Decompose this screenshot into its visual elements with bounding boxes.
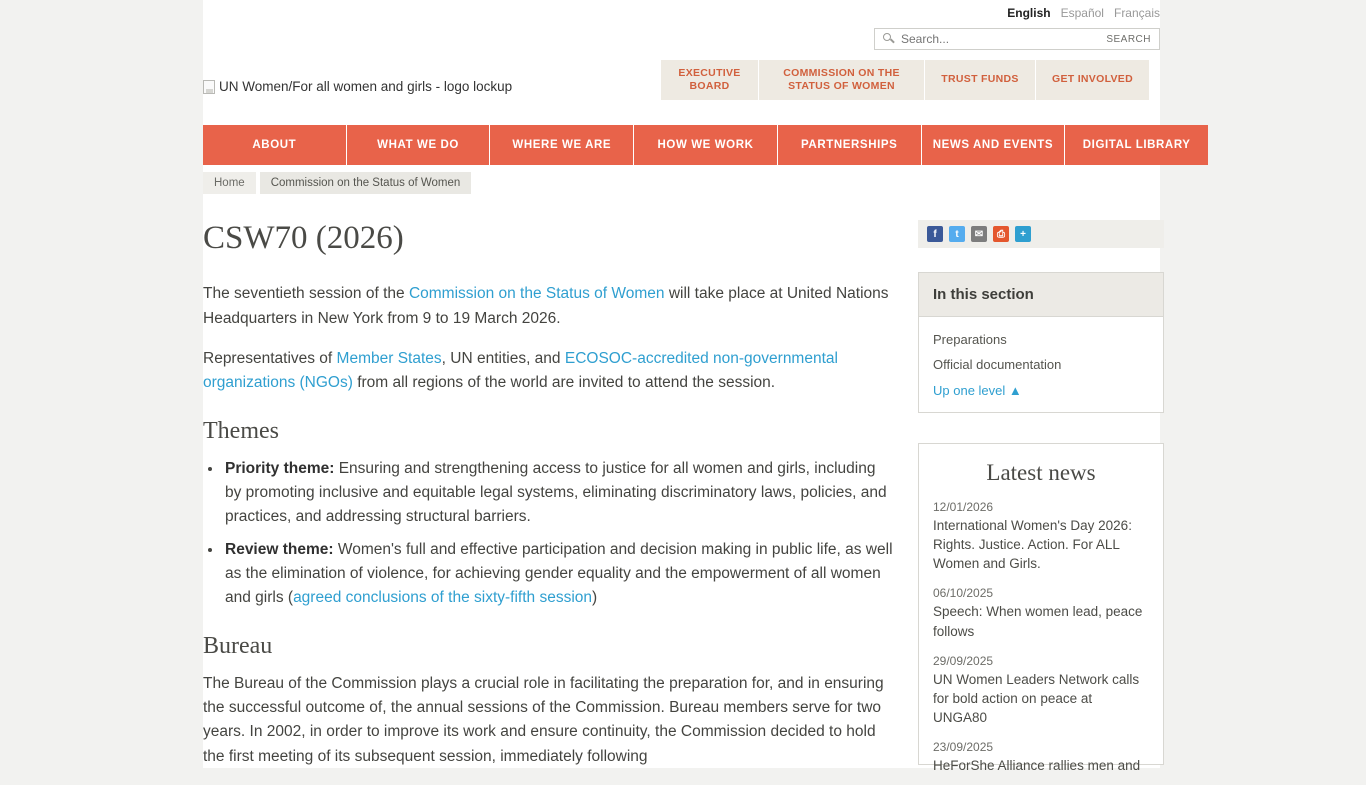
more-share-icon[interactable]: +: [1015, 226, 1031, 242]
in-this-section-heading: In this section: [919, 273, 1163, 317]
link-commission-status-women[interactable]: Commission on the Status of Women: [408, 285, 665, 303]
theme-priority: [223, 457, 893, 530]
news-headline[interactable]: UN Women Leaders Network calls for bold action on peace at UNGA80: [933, 671, 1140, 726]
main-content: [203, 220, 893, 785]
link-member-states[interactable]: Member States: [336, 349, 442, 367]
review-theme-text: Women's full and effective participation and decision making in public life, as well as the elimination of violence, for achieving gender equality and the empowerment of all women and girls (: [225, 540, 893, 607]
nav-item-partnerships[interactable]: PARTNERSHIPS: [778, 125, 922, 165]
intro-1-text-b: will take place at United Nations Headquarters in New York from 9 to 19 March 2026.: [203, 285, 889, 327]
news-date: 23/09/2025: [933, 740, 994, 755]
news-date: 12/01/2026: [933, 500, 994, 514]
section-item-preparations[interactable]: Preparations: [933, 332, 1007, 347]
themes-heading: Themes: [203, 417, 279, 444]
up-one-level-link[interactable]: Up one level ▲: [933, 383, 1022, 398]
left-gutter: [0, 0, 203, 768]
nav-item-about[interactable]: ABOUT: [203, 125, 347, 165]
intro-paragraph-1: [203, 282, 893, 331]
facebook-share-icon[interactable]: f: [927, 226, 943, 242]
email-share-icon[interactable]: ✉: [971, 226, 987, 242]
intro-2-text-a: Representatives of: [203, 349, 337, 367]
search-input[interactable]: [875, 29, 1098, 49]
intro-2-text-b: , UN entities, and: [441, 349, 565, 367]
news-date: 29/09/2025: [933, 653, 994, 668]
link-ecosoc-ngos[interactable]: ECOSOC-accredited non-governmental organizations (NGOs): [203, 349, 838, 392]
link-agreed-conclusions[interactable]: agreed conclusions of the sixty-fifth session: [293, 589, 593, 607]
language-francais[interactable]: Français: [1113, 6, 1160, 20]
intro-paragraph-2: [203, 347, 893, 396]
print-share-icon[interactable]: ⎙: [993, 226, 1009, 242]
breadcrumb-current[interactable]: Commission on the Status of Women: [260, 172, 472, 194]
utility-nav-csw[interactable]: COMMISSION ON THE STATUS OF WOMEN: [759, 60, 925, 100]
theme-review: [223, 538, 893, 611]
intro-2-text-c: from all regions of the world are invited to attend the session.: [352, 374, 776, 392]
search-bar: [874, 28, 1160, 50]
list-item: [933, 500, 1149, 573]
in-this-section-box: [918, 272, 1164, 413]
list-item: [933, 586, 1149, 640]
priority-theme-text: Ensuring and strengthening access to justice for all women and girls, including by promoting inclusive and equitable legal systems, eliminating discriminatory laws, policies, and practices, and addressing structural barriers.: [225, 459, 887, 526]
utility-nav-get-involved[interactable]: GET INVOLVED: [1036, 60, 1149, 100]
utility-nav-executive-board[interactable]: EXECUTIVE BOARD: [661, 60, 759, 100]
search-icon: [883, 33, 895, 45]
list-item: [933, 740, 1149, 775]
language-espanol[interactable]: Español: [1060, 6, 1104, 20]
section-item-official-documentation[interactable]: Official documentation: [933, 357, 1062, 372]
language-english[interactable]: English: [1007, 6, 1051, 20]
intro-1-text-a: The seventieth session of the: [203, 285, 409, 303]
utility-nav-trust-funds[interactable]: TRUST FUNDS: [925, 60, 1036, 100]
nav-item-how-we-work[interactable]: HOW WE WORK: [634, 125, 778, 165]
twitter-share-icon[interactable]: t: [949, 226, 965, 242]
language-selector: [1007, 6, 1160, 20]
nav-item-news-and-events[interactable]: NEWS AND EVENTS: [922, 125, 1066, 165]
news-date: 06/10/2025: [933, 586, 994, 601]
news-headline[interactable]: Speech: When women lead, peace follows: [933, 604, 1143, 639]
utility-nav: [661, 60, 1149, 100]
latest-news-heading: Latest news: [986, 460, 1096, 485]
review-theme-text-end: ): [592, 589, 598, 607]
priority-theme-label: Priority theme:: [225, 459, 335, 477]
news-headline[interactable]: International Women's Day 2026: Rights. Justice. Action. For ALL Women and Girls.: [933, 518, 1132, 572]
nav-item-where-we-are[interactable]: WHERE WE ARE: [490, 125, 634, 165]
nav-item-digital-library[interactable]: DIGITAL LIBRARY: [1065, 125, 1208, 165]
latest-news-box: [918, 443, 1164, 774]
sidebar: [918, 220, 1164, 774]
main-nav: [203, 125, 1208, 165]
review-theme-label: Review theme:: [225, 540, 334, 558]
nav-item-what-we-do[interactable]: WHAT WE DO: [347, 125, 491, 165]
themes-list: [203, 457, 893, 611]
breadcrumb: [203, 172, 471, 194]
search-submit-button[interactable]: SEARCH: [1098, 34, 1159, 45]
right-gutter: [1160, 0, 1366, 768]
bureau-heading: Bureau: [203, 632, 273, 659]
page-title: CSW70 (2026): [203, 220, 404, 256]
bureau-paragraph: The Bureau of the Commission plays a crucial role in facilitating the preparation for, and in ensuring the successful outcome of, the annual sessions of the Commission. Bureau members serve for two years. In 2002, in order to improve its work and ensure continuity, the Commission decided to hold the first meeting of its subsequent session, immediately following: [203, 674, 884, 765]
site-logo[interactable]: [203, 79, 512, 94]
list-item: [933, 654, 1149, 727]
latest-news-list: [919, 496, 1163, 775]
logo-alt-text: UN Women/For all women and girls - logo lockup: [219, 79, 513, 94]
in-this-section-list: [919, 317, 1163, 412]
share-bar: [918, 220, 1164, 248]
news-headline[interactable]: HeForShe Alliance rallies men and: [933, 758, 1141, 774]
broken-image-icon: [203, 80, 215, 94]
breadcrumb-home[interactable]: Home: [203, 172, 256, 194]
